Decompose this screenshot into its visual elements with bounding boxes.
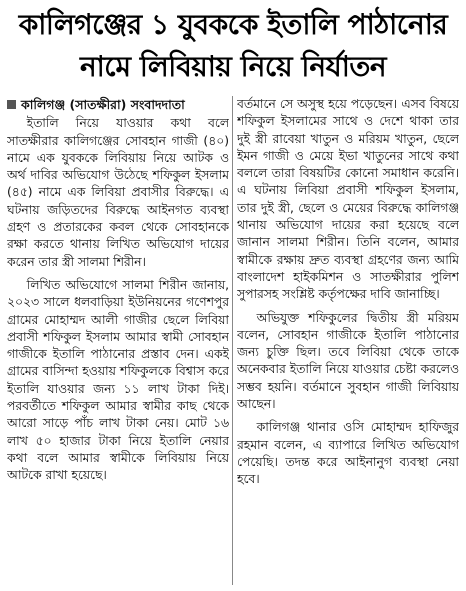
- paragraph: অভিযুক্ত শফিকুলের দ্বিতীয় স্ত্রী মরিয়ম বলেন, সোবহান গাজীকে ইতালি পাঠানোর জন্য চুক্তি ছিল। তবে লিবিয়া থেকে তাকে অনেকবার ইতালি নিয়ে যাওয়ার চেষ্টা করলেও সম্ভব হয়নি। বর্তমানে সুবহান গাজী লিবিয়ায় আছেন।: [237, 310, 459, 412]
- paragraph: লিখিত অভিযোগে সালমা শিরীন জানায়, ২০২৩ সালে ধলবাড়িয়া ইউনিয়নের গণেশপুর গ্রামের মোহাম্মদ আলী গাজীর ছেলে লিবিয়া প্রবাসী শফিকুল ইসলাম আমার স্বামী সোবহান গাজীকে ইতালি পাঠানোর প্রস্তাব দেন। একই গ্রামের বাসিন্দা হওয়ায় শফিকুলকে বিশ্বাস করে ইতালি যাওয়ার জন্য ১১ লাখ টাকা দিই। পরবর্তীতে শফিকুল আমার স্বামীর কাছ থেকে আরো সাড়ে পাঁচ লাখ টাকা নেয়। মোট ১৬ লাখ ৫০ হাজার টাকা নিয়ে ইতালি নেয়ার কথা বলে আমার স্বামীকে লিবিয়ায় নিয়ে আটকে রাখা হয়েছে।: [7, 277, 229, 483]
- paragraph: বর্তমানে সে অসুস্থ হয়ে পড়েছেন। এসব বিষয়ে শফিকুল ইসলামের সাথে ও দেশে থাকা তার দুই স্ত্রী রাবেয়া খাতুন ও মরিয়ম খাতুন, ছেলে ইমন গাজী ও মেয়ে ইভা খাতুনের সাথে কথা বললে তারা বিষয়টির কোনো সমাধান করেনি। এ ঘটনায় লিবিয়া প্রবাসী শফিকুল ইসলাম, তার দুই স্ত্রী, ছেলে ও মেয়ের বিরুদ্ধে কালিগঞ্জ থানায় অভিযোগ দায়ের করা হয়েছে বলে জানান সালমা শিরীন। তিনি বলেন, আমার স্বামীকে রক্ষায় দ্রুত ব্যবস্থা গ্রহণের জন্য আমি বাংলাদেশ হাইকমিশন ও সাতক্ষীরার পুলিশ সুপারসহ সংশ্লিষ্ট কর্তৃপক্ষের দাবি জানাচ্ছি।: [237, 97, 459, 302]
- paragraph: কালিগঞ্জ থানার ওসি মোহাম্মদ হাফিজুর রহমান বলেন, এ ব্যাপারে লিখিত অভিযোগ পেয়েছি। তদন্ত করে আইনানুগ ব্যবস্থা নেয়া হবে।: [237, 420, 459, 487]
- bullet-square-icon: [7, 100, 16, 109]
- byline: [7, 96, 229, 113]
- headline-line-2: নামে লিবিয়ায় নিয়ে নির্যাতন: [79, 50, 387, 83]
- paragraph: ইতালি নিয়ে যাওয়ার কথা বলে সাতক্ষীরার কালিগঞ্জের সোবহান গাজী (৪০) নামে এক যুবককে লিবিয়ায় নিয়ে আটক ও অর্থ দাবির অভিযোগ উঠেছে শফিকুল ইসলাম (৪৫) নামে এক লিবিয়া প্রবাসীর বিরুদ্ধে। এ ঘটনায় জড়িতদের বিরুদ্ধে আইনগত ব্যবস্থা গ্রহণ ও প্রতারকের কবল থেকে সোবহানকে রক্ষা করতে থানায় লিখিত অভিযোগ দায়ের করেন তার স্ত্রী সালমা শিরীন।: [7, 116, 229, 269]
- headline: [6, 4, 460, 88]
- right-column: [237, 96, 459, 587]
- headline-line-1: কালিগঞ্জের ১ যুবককে ইতালি পাঠানোর: [18, 8, 448, 41]
- left-column: [7, 96, 229, 587]
- column-divider: [232, 96, 233, 585]
- byline-text: কালিগঞ্জ (সাতক্ষীরা) সংবাদদাতা: [21, 97, 185, 112]
